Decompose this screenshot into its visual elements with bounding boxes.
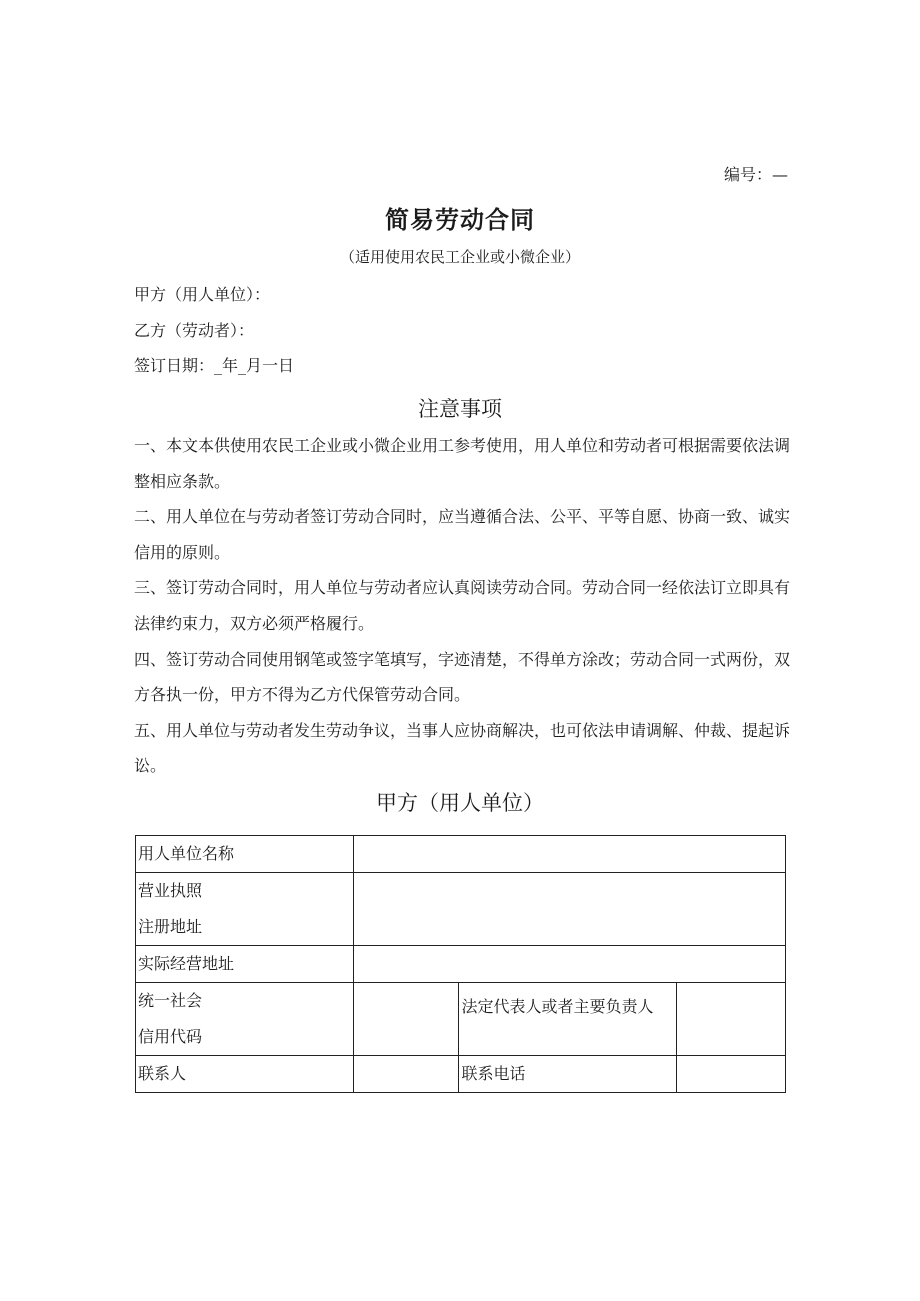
- party-a-field: 甲方（用人单位）：: [134, 285, 271, 304]
- notice-item: 一、本文本供使用农民工企业或小微企业用工参考使用，用人单位和劳动者可根据需要依法调整相应条款。: [134, 436, 791, 491]
- actual-address-label: 实际经营地址: [136, 946, 354, 983]
- table-row: [136, 983, 786, 1056]
- contact-cell[interactable]: [353, 1056, 459, 1093]
- table-row: [136, 836, 786, 873]
- serial-number: 编号：—: [723, 165, 788, 184]
- license-address-label: [136, 873, 354, 946]
- table-row: [136, 946, 786, 983]
- credit-label-line1: 统一社会: [138, 991, 203, 1010]
- credit-code-label: [136, 983, 354, 1056]
- employer-name-label: 用人单位名称: [136, 836, 354, 873]
- employer-name-cell[interactable]: [353, 836, 785, 873]
- phone-cell[interactable]: [677, 1056, 786, 1093]
- legal-rep-cell[interactable]: [677, 983, 786, 1056]
- license-label-line2: 注册地址: [138, 917, 203, 936]
- party-a-info-table: [135, 835, 786, 1093]
- legal-rep-label: 法定代表人或者主要负责人: [459, 983, 677, 1056]
- license-address-cell[interactable]: [353, 873, 785, 946]
- document-subtitle: （适用使用农民工企业或小微企业）: [339, 248, 580, 266]
- credit-code-cell[interactable]: [353, 983, 459, 1056]
- notice-heading: 注意事项: [418, 397, 502, 421]
- table-row: [136, 1056, 786, 1093]
- notice-item: 五、用人单位与劳动者发生劳动争议，当事人应协商解决，也可依法申请调解、仲裁、提起诉讼。: [134, 720, 791, 776]
- phone-label: 联系电话: [459, 1056, 677, 1093]
- sign-date-field: 签订日期：_年_月一日: [134, 356, 295, 375]
- notice-item: 二、用人单位在与劳动者签订劳动合同时，应当遵循合法、公平、平等自愿、协商一致、诚实信用的原则。: [134, 507, 791, 562]
- notice-item: 四、签订劳动合同使用钢笔或签字笔填写，字迹清楚，不得单方涂改；劳动合同一式两份，双方各执一份，甲方不得为乙方代保管劳动合同。: [134, 649, 791, 705]
- party-b-field: 乙方（劳动者）：: [134, 321, 255, 340]
- table-row: [136, 873, 786, 946]
- actual-address-cell[interactable]: [353, 946, 785, 983]
- credit-label-line2: 信用代码: [138, 1027, 203, 1046]
- party-a-heading: 甲方（用人单位）: [376, 791, 544, 815]
- notice-list: [134, 428, 798, 784]
- notice-item: 三、签订劳动合同时，用人单位与劳动者应认真阅读劳动合同。劳动合同一经依法订立即具有法律约束力，双方必须严格履行。: [134, 578, 791, 633]
- license-label-line1: 营业执照: [138, 881, 203, 900]
- contact-label: 联系人: [136, 1056, 354, 1093]
- document-title: 简易劳动合同: [385, 206, 535, 234]
